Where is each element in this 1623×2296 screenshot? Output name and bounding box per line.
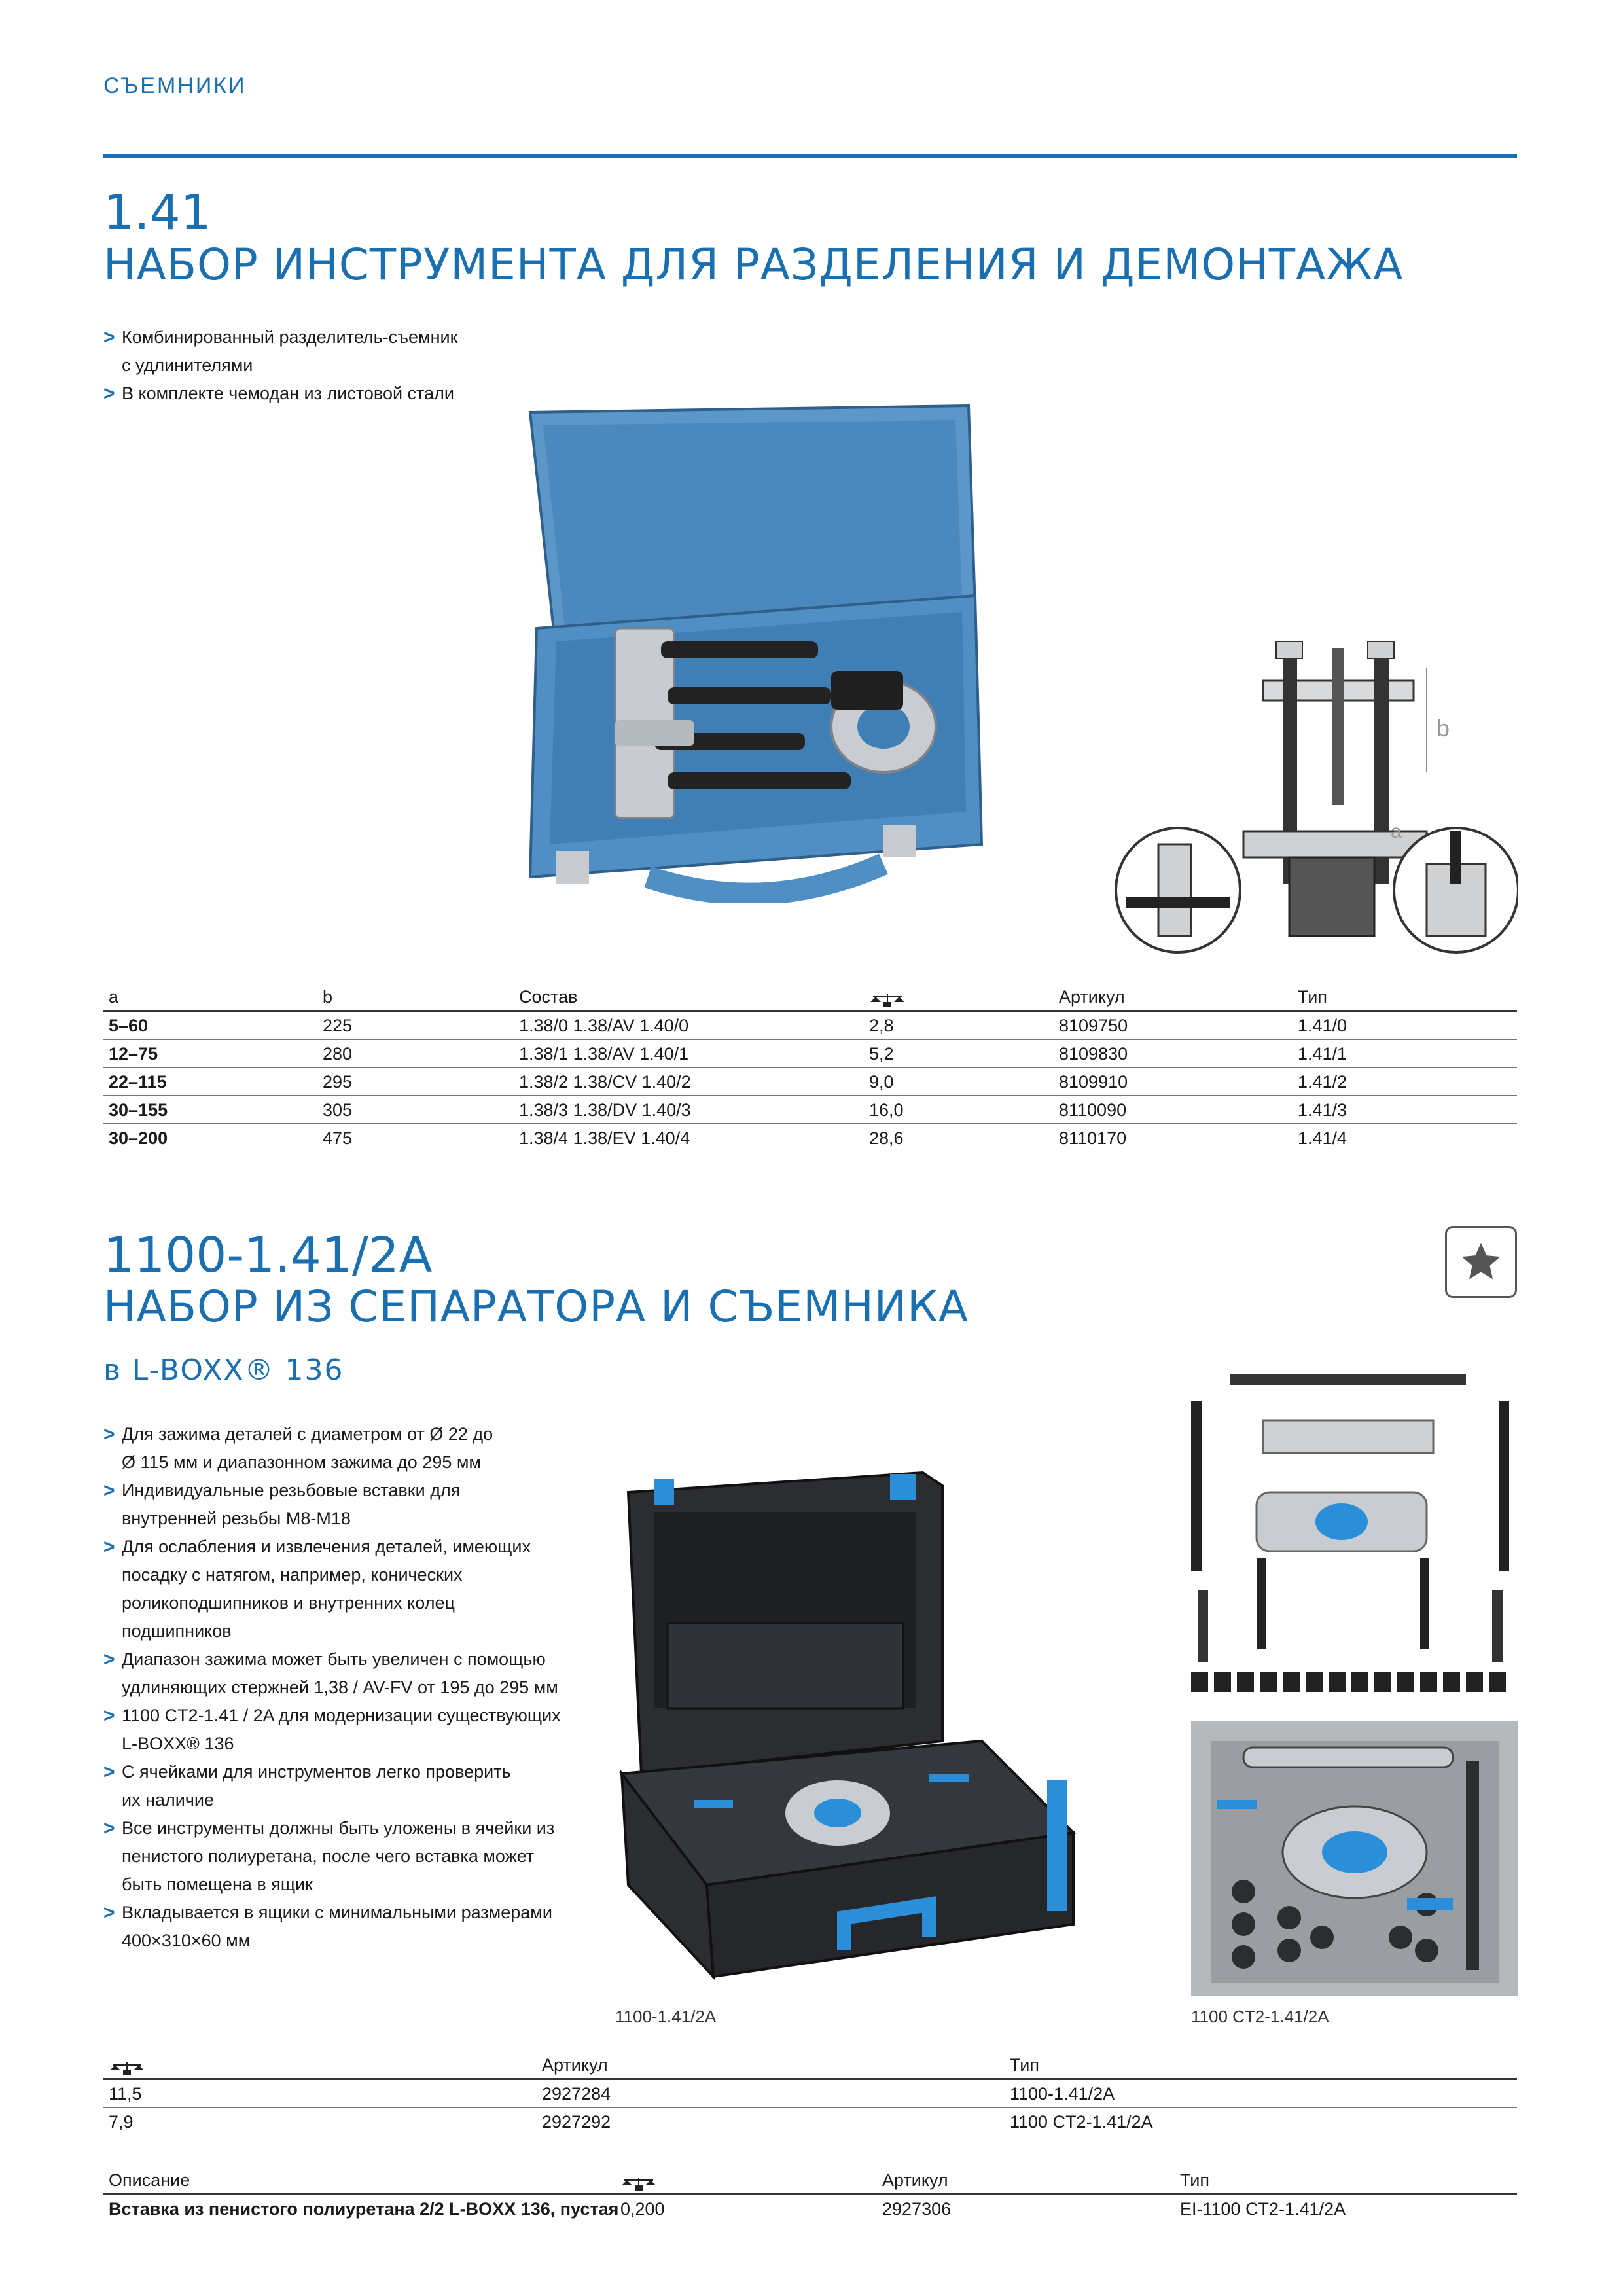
- table-row: [103, 1068, 1517, 1096]
- weight-icon: [620, 2173, 657, 2193]
- cell-type: 1.41/2: [1298, 1072, 1347, 1092]
- col-header: Тип: [1010, 2055, 1040, 2075]
- cell-weight: 7,9: [109, 2112, 134, 2132]
- cell-type: 1.41/0: [1298, 1016, 1347, 1035]
- cell-b: 475: [323, 1128, 353, 1148]
- cell-weight: 5,2: [869, 1044, 894, 1064]
- cell-b: 280: [323, 1044, 353, 1064]
- product1-table: [103, 983, 1517, 1151]
- foam-insert-image: [1191, 1721, 1518, 1996]
- cell-weight: 28,6: [869, 1128, 904, 1148]
- col-header: b: [323, 987, 333, 1007]
- lboxx-image: [615, 1466, 1086, 1990]
- col-header: Состав: [519, 987, 578, 1007]
- diagram-label-b: b: [1436, 715, 1450, 742]
- bullet: > Вкладывается в ящики с минимальными размерами 400×310×60 мм: [103, 1899, 575, 1955]
- product2-table: [103, 2051, 1517, 2135]
- table-header-row: [103, 983, 1517, 1012]
- cell-composition: 1.38/0 1.38/AV 1.40/0: [519, 1016, 689, 1035]
- cell-composition: 1.38/3 1.38/DV 1.40/3: [519, 1100, 691, 1120]
- cell-weight: 0,200: [620, 2199, 665, 2219]
- weight-icon: [869, 990, 906, 1010]
- bullet: > Индивидуальные резьбовые вставки для внутренней резьбы M8-M18: [103, 1477, 575, 1533]
- cell-article: 8109830: [1059, 1044, 1128, 1064]
- bullet: > Комбинированный разделитель-съемник: [103, 323, 509, 351]
- cell-b: 225: [323, 1016, 353, 1035]
- bullet: > Диапазон зажима может быть увеличен с помощью удлиняющих стержней 1,38 / AV-FV от 195 до 295 мм: [103, 1645, 575, 1702]
- col-header: Артикул: [1059, 987, 1125, 1007]
- cell-composition: 1.38/1 1.38/AV 1.40/1: [519, 1044, 689, 1064]
- bullet: > 1100 CT2-1.41 / 2A для модернизации существующих L-BOXX® 136: [103, 1702, 575, 1758]
- col-header: a: [109, 987, 119, 1007]
- table-row: [103, 1040, 1517, 1068]
- bullet: > Для ослабления и извлечения деталей, имеющих посадку с натягом, например, конических роликоподшипников и внутренних колец подшипников: [103, 1533, 575, 1645]
- table-row: [103, 1012, 1517, 1040]
- section-label: СЪЕМНИКИ: [103, 73, 247, 98]
- table-header-row: [103, 2051, 1517, 2080]
- cell-weight: 9,0: [869, 1072, 894, 1092]
- insert-table: [103, 2166, 1517, 2222]
- header-rule: [103, 154, 1517, 158]
- table-row: [103, 2195, 1517, 2222]
- diagram-label-a: a: [1391, 821, 1402, 842]
- bullet: > В комплекте чемодан из листовой стали: [103, 380, 509, 408]
- cell-article: 8110170: [1059, 1128, 1127, 1148]
- cell-a: 22–115: [109, 1072, 167, 1092]
- table-row: [103, 2080, 1517, 2108]
- table-header-row: [103, 2166, 1517, 2195]
- steel-case-image: [517, 393, 995, 903]
- col-header: Описание: [109, 2170, 190, 2190]
- bullet: > Все инструменты должны быть уложены в ячейки из пенистого полиуретана, после чего вставка может быть помещена в ящик: [103, 1814, 575, 1899]
- cell-a: 30–155: [109, 1100, 168, 1120]
- product1-bullets: [103, 323, 509, 408]
- tool-contents-image: [1178, 1374, 1518, 1695]
- cell-weight: 2,8: [869, 1016, 894, 1035]
- product2-subtitle: в L-BOXX® 136: [103, 1354, 344, 1387]
- cell-article: 2927284: [542, 2084, 611, 2104]
- cell-type: 1.41/4: [1298, 1128, 1347, 1148]
- bullet-continuation: с удлинителями: [122, 355, 253, 375]
- cell-article: 2927306: [882, 2199, 952, 2219]
- cell-type: 1100-1.41/2A: [1010, 2084, 1115, 2104]
- cell-type: 1.41/1: [1298, 1044, 1347, 1064]
- caption-right: 1100 CT2-1.41/2A: [1191, 2007, 1329, 2026]
- table-row: [103, 1096, 1517, 1124]
- star-icon: [1458, 1239, 1504, 1285]
- product1-title: НАБОР ИНСТРУМЕНТА ДЛЯ РАЗДЕЛЕНИЯ И ДЕМОНТАЖА: [103, 240, 1404, 290]
- cell-article: 2927292: [542, 2112, 611, 2132]
- cell-a: 12–75: [109, 1044, 158, 1064]
- cell-composition: 1.38/2 1.38/CV 1.40/2: [519, 1072, 691, 1092]
- bullet: > Для зажима деталей с диаметром от Ø 22 до Ø 115 мм и диапазонном зажима до 295 мм: [103, 1420, 575, 1477]
- cell-a: 5–60: [109, 1016, 149, 1035]
- product1-number: 1.41: [103, 185, 211, 241]
- product2-bullets: [103, 1420, 575, 1955]
- bullet: > С ячейками для инструментов легко проверить их наличие: [103, 1758, 575, 1814]
- cell-type: 1100 CT2-1.41/2A: [1010, 2112, 1153, 2132]
- table-row: [103, 1124, 1517, 1151]
- cell-weight: 11,5: [109, 2084, 142, 2104]
- product2-number: 1100-1.41/2A: [103, 1227, 433, 1283]
- weight-icon: [109, 2058, 145, 2078]
- col-header: Артикул: [882, 2170, 948, 2190]
- cell-b: 305: [323, 1100, 353, 1120]
- product2-title: НАБОР ИЗ СЕПАРАТОРА И СЪЕМНИКА: [103, 1282, 969, 1332]
- cell-a: 30–200: [109, 1128, 168, 1148]
- star-badge: [1445, 1226, 1517, 1298]
- table-row: [103, 2108, 1517, 2135]
- cell-article: 8109910: [1059, 1072, 1128, 1092]
- cell-article: 8109750: [1059, 1016, 1128, 1035]
- cell-type: EI-1100 CT2-1.41/2A: [1180, 2199, 1346, 2219]
- col-header: Тип: [1298, 987, 1328, 1007]
- usage-diagram: [1113, 622, 1518, 962]
- col-header: Тип: [1180, 2170, 1210, 2190]
- cell-article: 8110090: [1059, 1100, 1127, 1120]
- col-header: Артикул: [542, 2055, 608, 2075]
- cell-b: 295: [323, 1072, 353, 1092]
- caption-left: 1100-1.41/2A: [615, 2007, 717, 2026]
- cell-description: Вставка из пенистого полиуретана 2/2 L-BOXX 136, пустая: [109, 2199, 619, 2219]
- cell-weight: 16,0: [869, 1100, 904, 1120]
- cell-composition: 1.38/4 1.38/EV 1.40/4: [519, 1128, 690, 1148]
- cell-type: 1.41/3: [1298, 1100, 1347, 1120]
